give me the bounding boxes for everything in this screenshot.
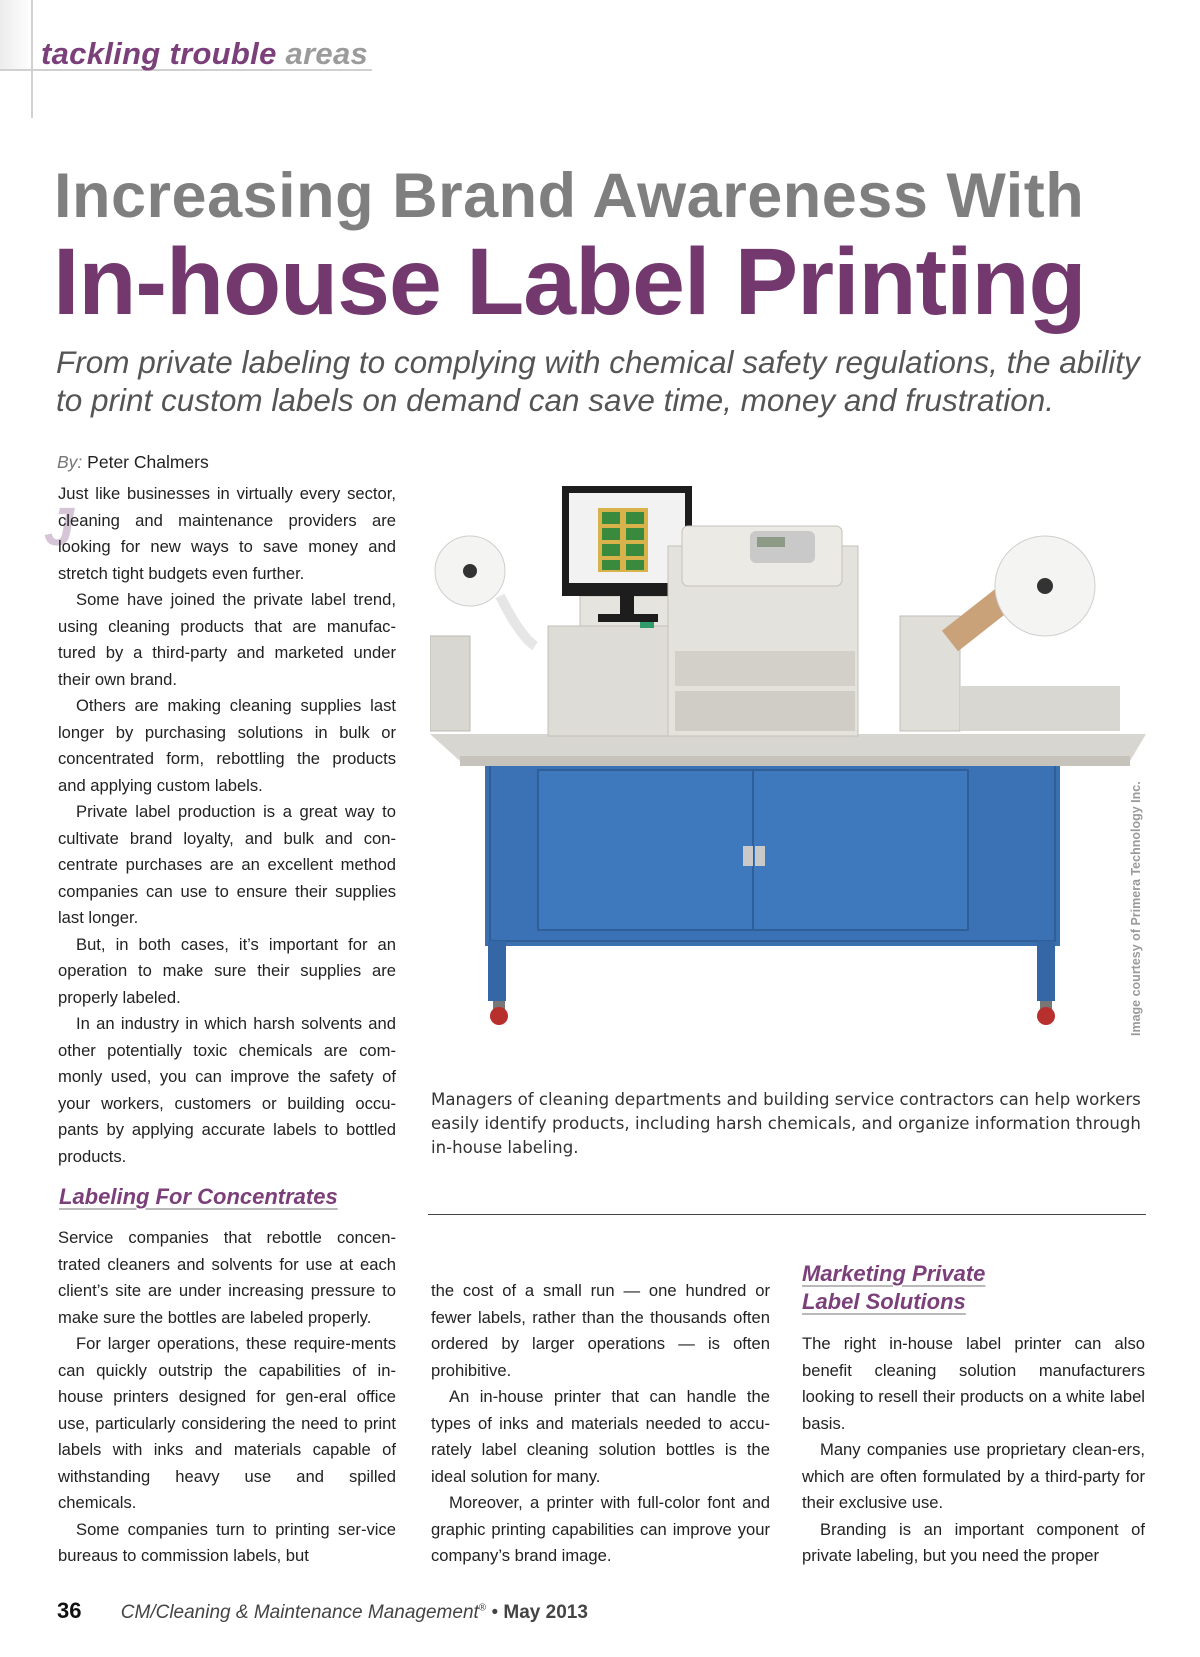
cabinet-door-left [538, 770, 753, 930]
section-label-secondary: areas [285, 36, 369, 71]
footer [57, 1598, 588, 1624]
paragraph: Service companies that rebottle concen-trated cleaners and solvents for use at each client’s site are under increasing pressure to make sure the bottles are labeled properly. [58, 1228, 396, 1327]
section-tab-shade [0, 0, 32, 70]
photo-credit: Image courtesy of Primera Technology Inc. [1129, 781, 1143, 1036]
section-label-primary: tackling trouble [41, 36, 277, 71]
headline-line-2: In-house Label Printing [53, 229, 1086, 335]
bullet-separator: • [491, 1602, 499, 1623]
photo-caption: Managers of cleaning departments and building service contractors can help workers easily identify products, including harsh chemicals, and organize information through in-house labeling. [431, 1090, 1141, 1157]
subhead-labeling-for-concentrates: Labeling For Concentrates [59, 1184, 338, 1209]
cabinet-door-right [753, 770, 968, 930]
paragraph: Moreover, a printer with full-color font and graphic printing capabilities can improve your company’s brand image. [431, 1493, 770, 1565]
column-1-intro [58, 481, 396, 1170]
caster-wheel [490, 1007, 508, 1025]
byline [57, 452, 209, 473]
paragraph: Just like businesses in virtually every sector, cleaning and maintenance providers are looking for new ways to save money and stretch tight budgets even further. [58, 484, 396, 583]
byline-author: Peter Chalmers [87, 452, 209, 472]
paragraph: Some have joined the private label trend, using cleaning products that are manufac-tured by a third-party and marketed under their own brand. [58, 590, 396, 689]
paragraph: Some companies turn to printing ser-vice bureaus to commission labels, but [58, 1519, 396, 1565]
issue-date: May 2013 [503, 1602, 588, 1623]
divider [428, 1214, 1146, 1215]
byline-label: By: [57, 452, 83, 472]
page-number: 36 [57, 1598, 82, 1623]
paragraph: An in-house printer that can handle the types of inks and materials needed to accu-rately label cleaning solution bottles is the ideal solution for many. [431, 1387, 770, 1486]
column-2 [431, 1278, 770, 1570]
subhead-line: Marketing Private [802, 1261, 986, 1286]
paragraph: Private label production is a great way to cultivate brand loyalty, and bulk and con-centrate purchases are an excellent method companies can use to ensure their supplies last longer. [58, 802, 396, 927]
registered-mark: ® [478, 1602, 487, 1614]
deck: From private labeling to complying with chemical safety regulations, the ability to print custom labels on demand can save time, money and frustration. [56, 344, 1140, 418]
column-1-body [58, 1225, 396, 1570]
paragraph: Branding is an important component of private labeling, but you need the proper [802, 1519, 1145, 1565]
paragraph: But, in both cases, it’s important for an operation to make sure their supplies are properly labeled. [58, 934, 396, 1007]
publication-name: CM/Cleaning & Maintenance Management [120, 1602, 479, 1623]
label-printer-photo [430, 486, 1146, 1046]
crop-mark-vertical [31, 0, 33, 118]
paragraph: For larger operations, these require-ments can quickly outstrip the capabilities of in-house printers designed for gen-eral office use, particularly considering the need to print labels with inks and materials capable of withstanding heavy use and spilled chemicals. [58, 1334, 396, 1512]
caster-wheel [1037, 1007, 1055, 1025]
paragraph: Others are making cleaning supplies last longer by purchasing solutions in bulk or concentrated form, rebottling the products and applying custom labels. [58, 696, 396, 795]
paragraph: In an industry in which harsh solvents and other potentially toxic chemicals are com-monly used, you can improve the safety of your workers, customers or building occu-pants by applying accurate labels to bottled products. [58, 1014, 396, 1166]
subhead-line: Label Solutions [802, 1289, 966, 1314]
paragraph: Many companies use proprietary clean-ers, which are often formulated by a third-party for their exclusive use. [802, 1440, 1145, 1512]
drop-cap: J [44, 497, 75, 557]
subhead-marketing-private-label [802, 1260, 985, 1316]
paragraph: The right in-house label printer can also benefit cleaning solution manufacturers looking to resell their products on a white label basis. [802, 1334, 1145, 1433]
section-label [41, 36, 368, 72]
paragraph: the cost of a small run — one hundred or fewer labels, rather than the thousands often ordered by larger operations — is often prohibitive. [431, 1281, 770, 1380]
headline-line-1: Increasing Brand Awareness With [54, 161, 1085, 231]
column-3 [802, 1331, 1145, 1570]
